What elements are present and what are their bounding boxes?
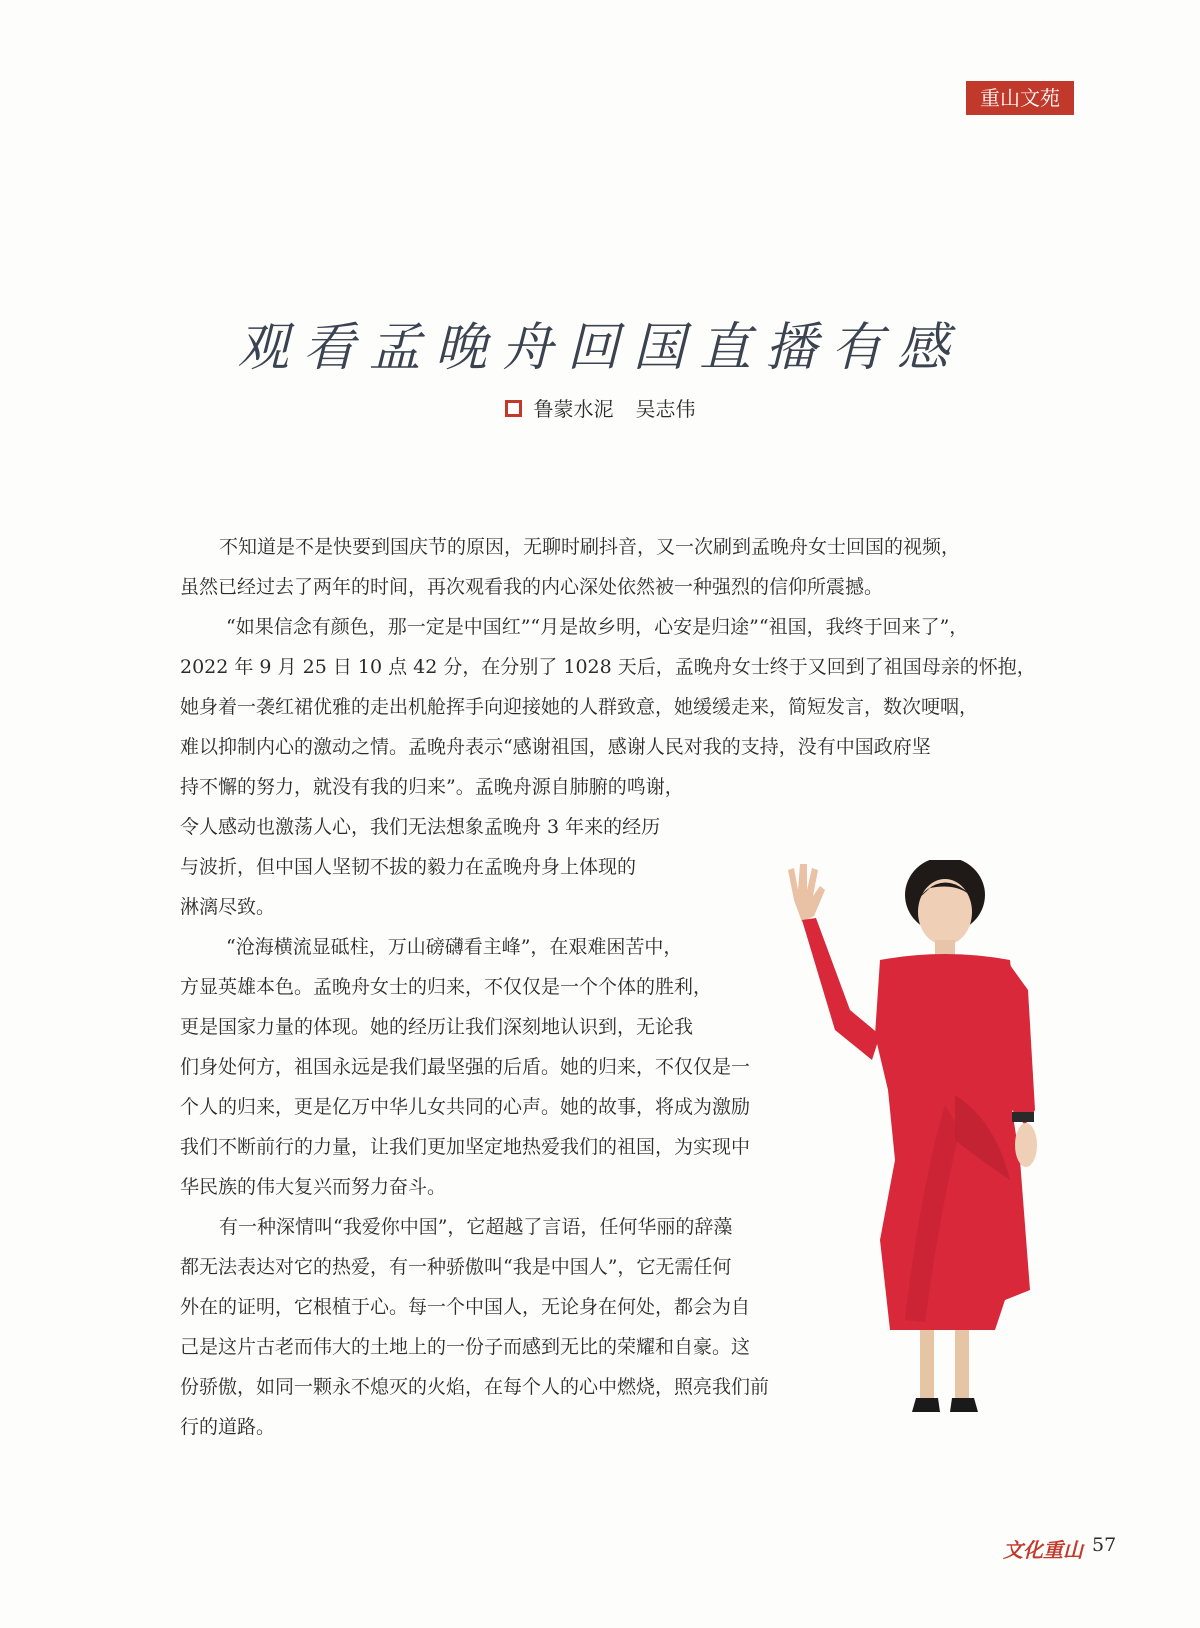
body-line: 与波折，但中国人坚韧不拔的毅力在孟晚舟身上体现的 <box>180 856 637 878</box>
body-line: 更是国家力量的体现。她的经历让我们深刻地认识到，无论我 <box>180 1016 694 1038</box>
body-line: “如果信念有颜色，那一定是中国红”“月是故乡明，心安是归途”“祖国，我终于回来了”， <box>226 616 969 638</box>
body-line: “沧海横流显砥柱，万山磅礴看主峰”，在艰难困苦中， <box>226 936 683 958</box>
section-tag: 重山文苑 <box>966 81 1074 115</box>
photo-woman-in-red-dress <box>780 860 1080 1460</box>
body-line: 方显英雄本色。孟晚舟女士的归来，不仅仅是一个个体的胜利， <box>180 976 713 998</box>
woman-waving-illustration <box>780 860 1080 1460</box>
body-line: 难以抑制内心的激动之情。孟晚舟表示“感谢祖国，感谢人民对我的支持，没有中国政府坚 <box>180 736 931 758</box>
byline <box>0 393 1200 422</box>
body-line: 2022 年 9 月 25 日 10 点 42 分，在分别了 1028 天后，孟晚舟女士终于又回到了祖国母亲的怀抱， <box>180 656 1036 678</box>
magazine-brand: 文化重山 <box>1003 1538 1083 1562</box>
body-line: 外在的证明，它根植于心。每一个中国人，无论身在何处，都会为自 <box>180 1296 751 1318</box>
body-line: 己是这片古老而伟大的土地上的一份子而感到无比的荣耀和自豪。这 <box>180 1336 751 1358</box>
byline-square-icon <box>505 400 522 417</box>
body-line: 们身处何方，祖国永远是我们最坚强的后盾。她的归来，不仅仅是一 <box>180 1056 751 1078</box>
body-line: 份骄傲，如同一颗永不熄灭的火焰，在每个人的心中燃烧，照亮我们前 <box>180 1376 770 1398</box>
body-line: 都无法表达对它的热爱，有一种骄傲叫“我是中国人”，它无需任何 <box>180 1256 732 1278</box>
body-line: 持不懈的努力，就没有我的归来”。孟晚舟源自肺腑的鸣谢， <box>180 776 684 798</box>
body-line: 我们不断前行的力量，让我们更加坚定地热爱我们的祖国，为实现中 <box>180 1136 751 1158</box>
body-line: 她身着一袭红裙优雅的走出机舱挥手向迎接她的人群致意，她缓缓走来，简短发言，数次哽咽， <box>180 696 979 718</box>
article-title: 观看孟晚舟回国直播有感 <box>236 318 963 378</box>
body-line: 行的道路。 <box>180 1416 276 1438</box>
body-line: 有一种深情叫“我爱你中国”，它超越了言语，任何华丽的辞藻 <box>219 1216 733 1238</box>
body-line: 华民族的伟大复兴而努力奋斗。 <box>180 1176 447 1198</box>
page-number: 57 <box>1092 1534 1117 1556</box>
body-line: 淋漓尽致。 <box>180 896 276 918</box>
author-name: 吴志伟 <box>635 397 696 421</box>
body-line: 不知道是不是快要到国庆节的原因，无聊时刷抖音，又一次刷到孟晚舟女士回国的视频， <box>219 536 961 558</box>
author-org: 鲁蒙水泥 <box>533 397 614 421</box>
body-line: 令人感动也激荡人心，我们无法想象孟晚舟 3 年来的经历 <box>180 816 661 838</box>
body-line: 个人的归来，更是亿万中华儿女共同的心声。她的故事，将成为激励 <box>180 1096 751 1118</box>
body-line: 虽然已经过去了两年的时间，再次观看我的内心深处依然被一种强烈的信仰所震撼。 <box>180 576 884 598</box>
